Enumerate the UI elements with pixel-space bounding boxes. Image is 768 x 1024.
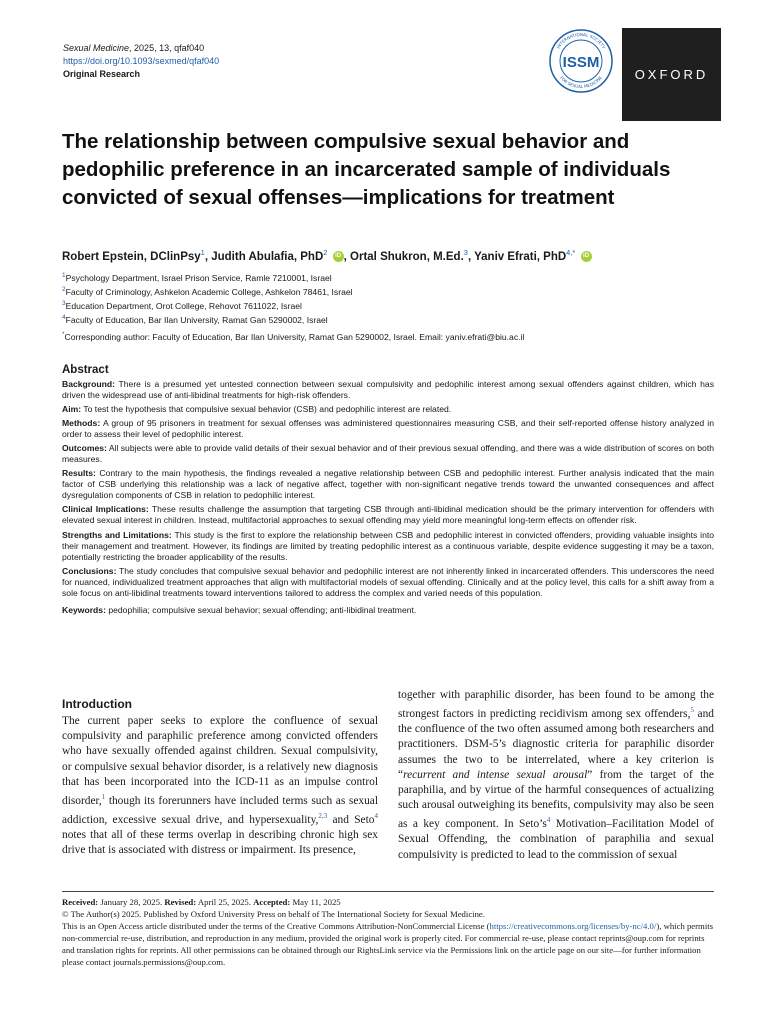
date-value: April 25, 2025. bbox=[196, 897, 254, 907]
section-text: These results challenge the assumption that targeting CSB through anti-libidinal medication should be the primary intervention for offenders with elevated sexual interest in children. Instead, multifactorial approaches to sexual offending may yield more meaningful long-term effects on offender risk. bbox=[62, 504, 714, 526]
affil-text: Faculty of Education, Bar Ilan University, Ramat Gan 5290002, Israel bbox=[65, 314, 328, 325]
section-label: Methods: bbox=[62, 418, 101, 429]
article-type: Original Research bbox=[63, 69, 141, 79]
citation-ref[interactable]: 4 bbox=[374, 812, 378, 821]
doi-link[interactable]: https://doi.org/10.1093/sexmed/qfaf040 bbox=[63, 56, 220, 66]
section-label: Clinical Implications: bbox=[62, 504, 149, 515]
date-label: Revised: bbox=[164, 897, 197, 907]
author-affil-sup: 1 bbox=[200, 248, 205, 257]
keywords-text: pedophilia; compulsive sexual behavior; sexual offending; anti-libidinal treatment. bbox=[108, 604, 417, 615]
author-name[interactable]: Yaniv Efrati, PhD bbox=[474, 250, 567, 263]
author-name[interactable]: Ortal Shukron, M.Ed. bbox=[350, 250, 464, 263]
keywords bbox=[62, 605, 714, 615]
quoted-criterion: recurrent and intense sexual arousal bbox=[403, 768, 588, 781]
body-text: and the confluence of the two often assumed among both researchers and practitioners. DSM-5’s diagnostic criteria for paraphilic disorder assumes the two to be interrelated, where a key criterion is “ bbox=[398, 708, 715, 781]
affiliation bbox=[62, 270, 524, 284]
citation-ref[interactable]: 1 bbox=[101, 793, 106, 802]
body-text: Motivation–Facilitation Model of Sexual Offending, the combination of paraphilia and sexual compulsivity is predicted to lead to the commission of sexual bbox=[398, 818, 714, 861]
orcid-icon[interactable]: iD bbox=[581, 251, 592, 262]
section-label: Strengths and Limitations: bbox=[62, 529, 172, 540]
section-text: A group of 95 prisoners in treatment for sexual offenses was administered questionnaires measuring CSB, and their self-reported offense history analyzed in order to assess their level of pedophilic interest. bbox=[62, 418, 714, 440]
author-affil-sup: 3 bbox=[463, 248, 468, 257]
date-label: Received: bbox=[62, 897, 99, 907]
abstract-clinical bbox=[62, 504, 714, 526]
affil-text: Psychology Department, Israel Prison Service, Ramle 7210001, Israel bbox=[65, 272, 332, 283]
section-text: To test the hypothesis that compulsive sexual behavior (CSB) and pedophilic interest are related. bbox=[83, 404, 452, 415]
body-text: notes that all of these terms overlap in describing chronic high sex drive that is associated with distress or impairment. Its presence, bbox=[62, 829, 378, 857]
oxford-logo bbox=[622, 28, 721, 121]
section-label: Conclusions: bbox=[62, 565, 117, 576]
affil-sup: 3 bbox=[62, 299, 66, 307]
section-text: This study is the first to explore the relationship between CSB and pedophilic interest in convicted offenders, providing valuable insights into their management and treatment. However, its findings are limited by treating pedophilic interest as a continuous variable, despite evidence suggesting it may be a taxon, potentially restricting the broader applicability of the results. bbox=[62, 529, 715, 562]
issm-text: ISSM bbox=[562, 54, 600, 71]
citation-ref[interactable]: 2,3 bbox=[318, 812, 328, 821]
journal-citation bbox=[63, 42, 219, 55]
license-text bbox=[62, 921, 714, 969]
body-text: ” from the target of the paraphilia, and by virtue of the harmful consequences of actualizing such arousal outweighing its benefits, compulsivity may also be seen as a key component. In Seto’s bbox=[398, 768, 714, 831]
intro-column-right bbox=[398, 688, 714, 863]
section-text: Contrary to the main hypothesis, the findings revealed a negative relationship between CSB and pedophilic interest. Further analysis indicated that the main factor of CSB underlying this relationship was a lack of negative affect, together with non-significant negative trends toward the unwanted consequences and affect dysregulation components of CSB in relation to pedophilic interest. bbox=[62, 468, 715, 501]
body-text: together with paraphilic disorder, has been found to be among the strongest factors in predicting recidivism among sex offenders, bbox=[398, 689, 714, 720]
intro-heading: Introduction bbox=[62, 697, 132, 711]
footer-notes bbox=[62, 897, 714, 968]
affil-sup: 1 bbox=[62, 272, 66, 279]
journal-info bbox=[63, 42, 219, 81]
section-label: Aim: bbox=[62, 404, 82, 415]
license-link[interactable]: https://creativecommons.org/licenses/by-nc/4.0/ bbox=[489, 920, 657, 931]
keywords-label: Keywords: bbox=[62, 604, 106, 615]
abstract-conclusions bbox=[62, 566, 714, 599]
journal-name: Sexual Medicine bbox=[63, 43, 130, 53]
body-text: though its forerunners have included terms such as sexual addiction, excessive sexual drive, and hypersexuality, bbox=[62, 794, 378, 826]
license-pre: This is an Open Access article distributed under the terms of the Creative Commons Attribution-NonCommercial License ( bbox=[62, 920, 490, 931]
date-value: May 11, 2025 bbox=[290, 897, 341, 907]
author-affil-sup: 4,* bbox=[566, 248, 576, 257]
affil-sup: * bbox=[62, 330, 65, 338]
issm-ring-bottom: FOR SEXUAL MEDICINE bbox=[559, 75, 603, 90]
author-affil-sup: 2 bbox=[323, 248, 328, 257]
date-value: January 28, 2025. bbox=[98, 897, 165, 907]
affiliation bbox=[62, 284, 524, 298]
article-title: The relationship between compulsive sexual behavior and pedophilic preference in an incarcerated sample of individuals convicted of sexual offenses—implications for treatment bbox=[62, 130, 671, 209]
affil-text: Corresponding author: Faculty of Education, Bar Ilan University, Ramat Gan 5290002, Israel. Email: yaniv.efrati@biu.ac.il bbox=[64, 331, 525, 342]
journal-volume: , 2025, 13, qfaf040 bbox=[129, 43, 205, 53]
section-text: There is a presumed yet untested connection between sexual compulsivity and pedophilic interest among sexual offenders against children, which has driven the widespread use of anti-libidinal treatments for high-risk offenders. bbox=[62, 379, 714, 400]
affiliations bbox=[62, 270, 524, 343]
date-label: Accepted: bbox=[253, 897, 291, 907]
issm-ring-top: INTERNATIONAL SOCIETY bbox=[555, 31, 607, 50]
license-post: ), which permits non-commercial re-use, distribution, and reproduction in any medium, provided the original work is properly cited. For commercial re-use, please contact reprints@oup.com for reprints and translation rights for reprints. All other permissions can be obtained through our RightsLink service via the Permissions link on the article page on our site—for further information please contact journals.permissions@oup.com. bbox=[62, 920, 714, 967]
orcid-icon[interactable]: iD bbox=[333, 251, 344, 262]
footer-divider bbox=[62, 891, 714, 892]
affil-text: Education Department, Orot College, Rehovot 7611022, Israel bbox=[65, 300, 302, 311]
body-text: The current paper seeks to explore the confluence of sexual compulsivity and paraphilic preference among convicted offenders who have sexually offended against children. Sexual compulsivity, or compulsive sexual behavior disorder, is a relatively new diagnosis that has been incorporated into the ICD-11 as an impulse control disorder, bbox=[62, 715, 378, 807]
abstract-heading: Abstract bbox=[62, 364, 109, 376]
affil-sup: 4 bbox=[62, 313, 66, 321]
section-label: Background: bbox=[62, 379, 115, 389]
affil-sup: 2 bbox=[62, 285, 66, 293]
article-dates bbox=[62, 897, 714, 909]
corresponding-author bbox=[62, 329, 524, 343]
intro-column-left bbox=[62, 714, 378, 858]
citation-ref[interactable]: 5 bbox=[690, 706, 694, 715]
author-name[interactable]: Judith Abulafia, PhD bbox=[211, 250, 324, 263]
section-text: The study concludes that compulsive sexual behavior and pedophilic interest are not inherently linked in incarcerated offenders. This underscores the need for nuanced, individualized treatment approaches that align with multifactorial models of sexual offending. Clinically and at the policy level, this calls for a shift away from a sole focus on anti-libidinal treatments toward interventions tailored to address the complex and varied needs of this population. bbox=[62, 565, 714, 598]
affiliation bbox=[62, 298, 524, 312]
abstract-outcomes bbox=[62, 443, 714, 465]
author-name[interactable]: Robert Epstein, DClinPsy bbox=[62, 250, 201, 263]
citation-ref[interactable]: 4 bbox=[546, 816, 551, 825]
section-label: Results: bbox=[62, 468, 96, 479]
issm-logo bbox=[548, 28, 614, 94]
publisher-name: OXFORD bbox=[634, 67, 709, 82]
section-text: All subjects were able to provide valid details of their sexual behavior and of their previous sexual offending, and there was a wide distribution of scores on both measures. bbox=[62, 443, 714, 465]
abstract-methods bbox=[62, 418, 714, 440]
affil-text: Faculty of Criminology, Ashkelon Academic College, Ashkelon 78461, Israel bbox=[65, 286, 353, 297]
section-label: Outcomes: bbox=[62, 443, 107, 454]
copyright-line: © The Author(s) 2025. Published by Oxford University Press on behalf of The International Society for Sexual Medicine. bbox=[62, 908, 485, 919]
abstract-strengths bbox=[62, 530, 714, 563]
affiliation bbox=[62, 312, 524, 326]
body-text: and Seto bbox=[327, 813, 375, 826]
abstract-results bbox=[62, 468, 714, 501]
author-list: Robert Epstein, DClinPsy$^1$, Judith Abulafia, PhD$^2$ iD , Ortal Shukron, M.Ed.$^3$, Yaniv Efrati, PhD$^{4,*}$ iD bbox=[62, 248, 732, 263]
abstract-background bbox=[62, 379, 714, 401]
abstract-aim bbox=[62, 404, 714, 415]
abstract bbox=[62, 364, 714, 615]
